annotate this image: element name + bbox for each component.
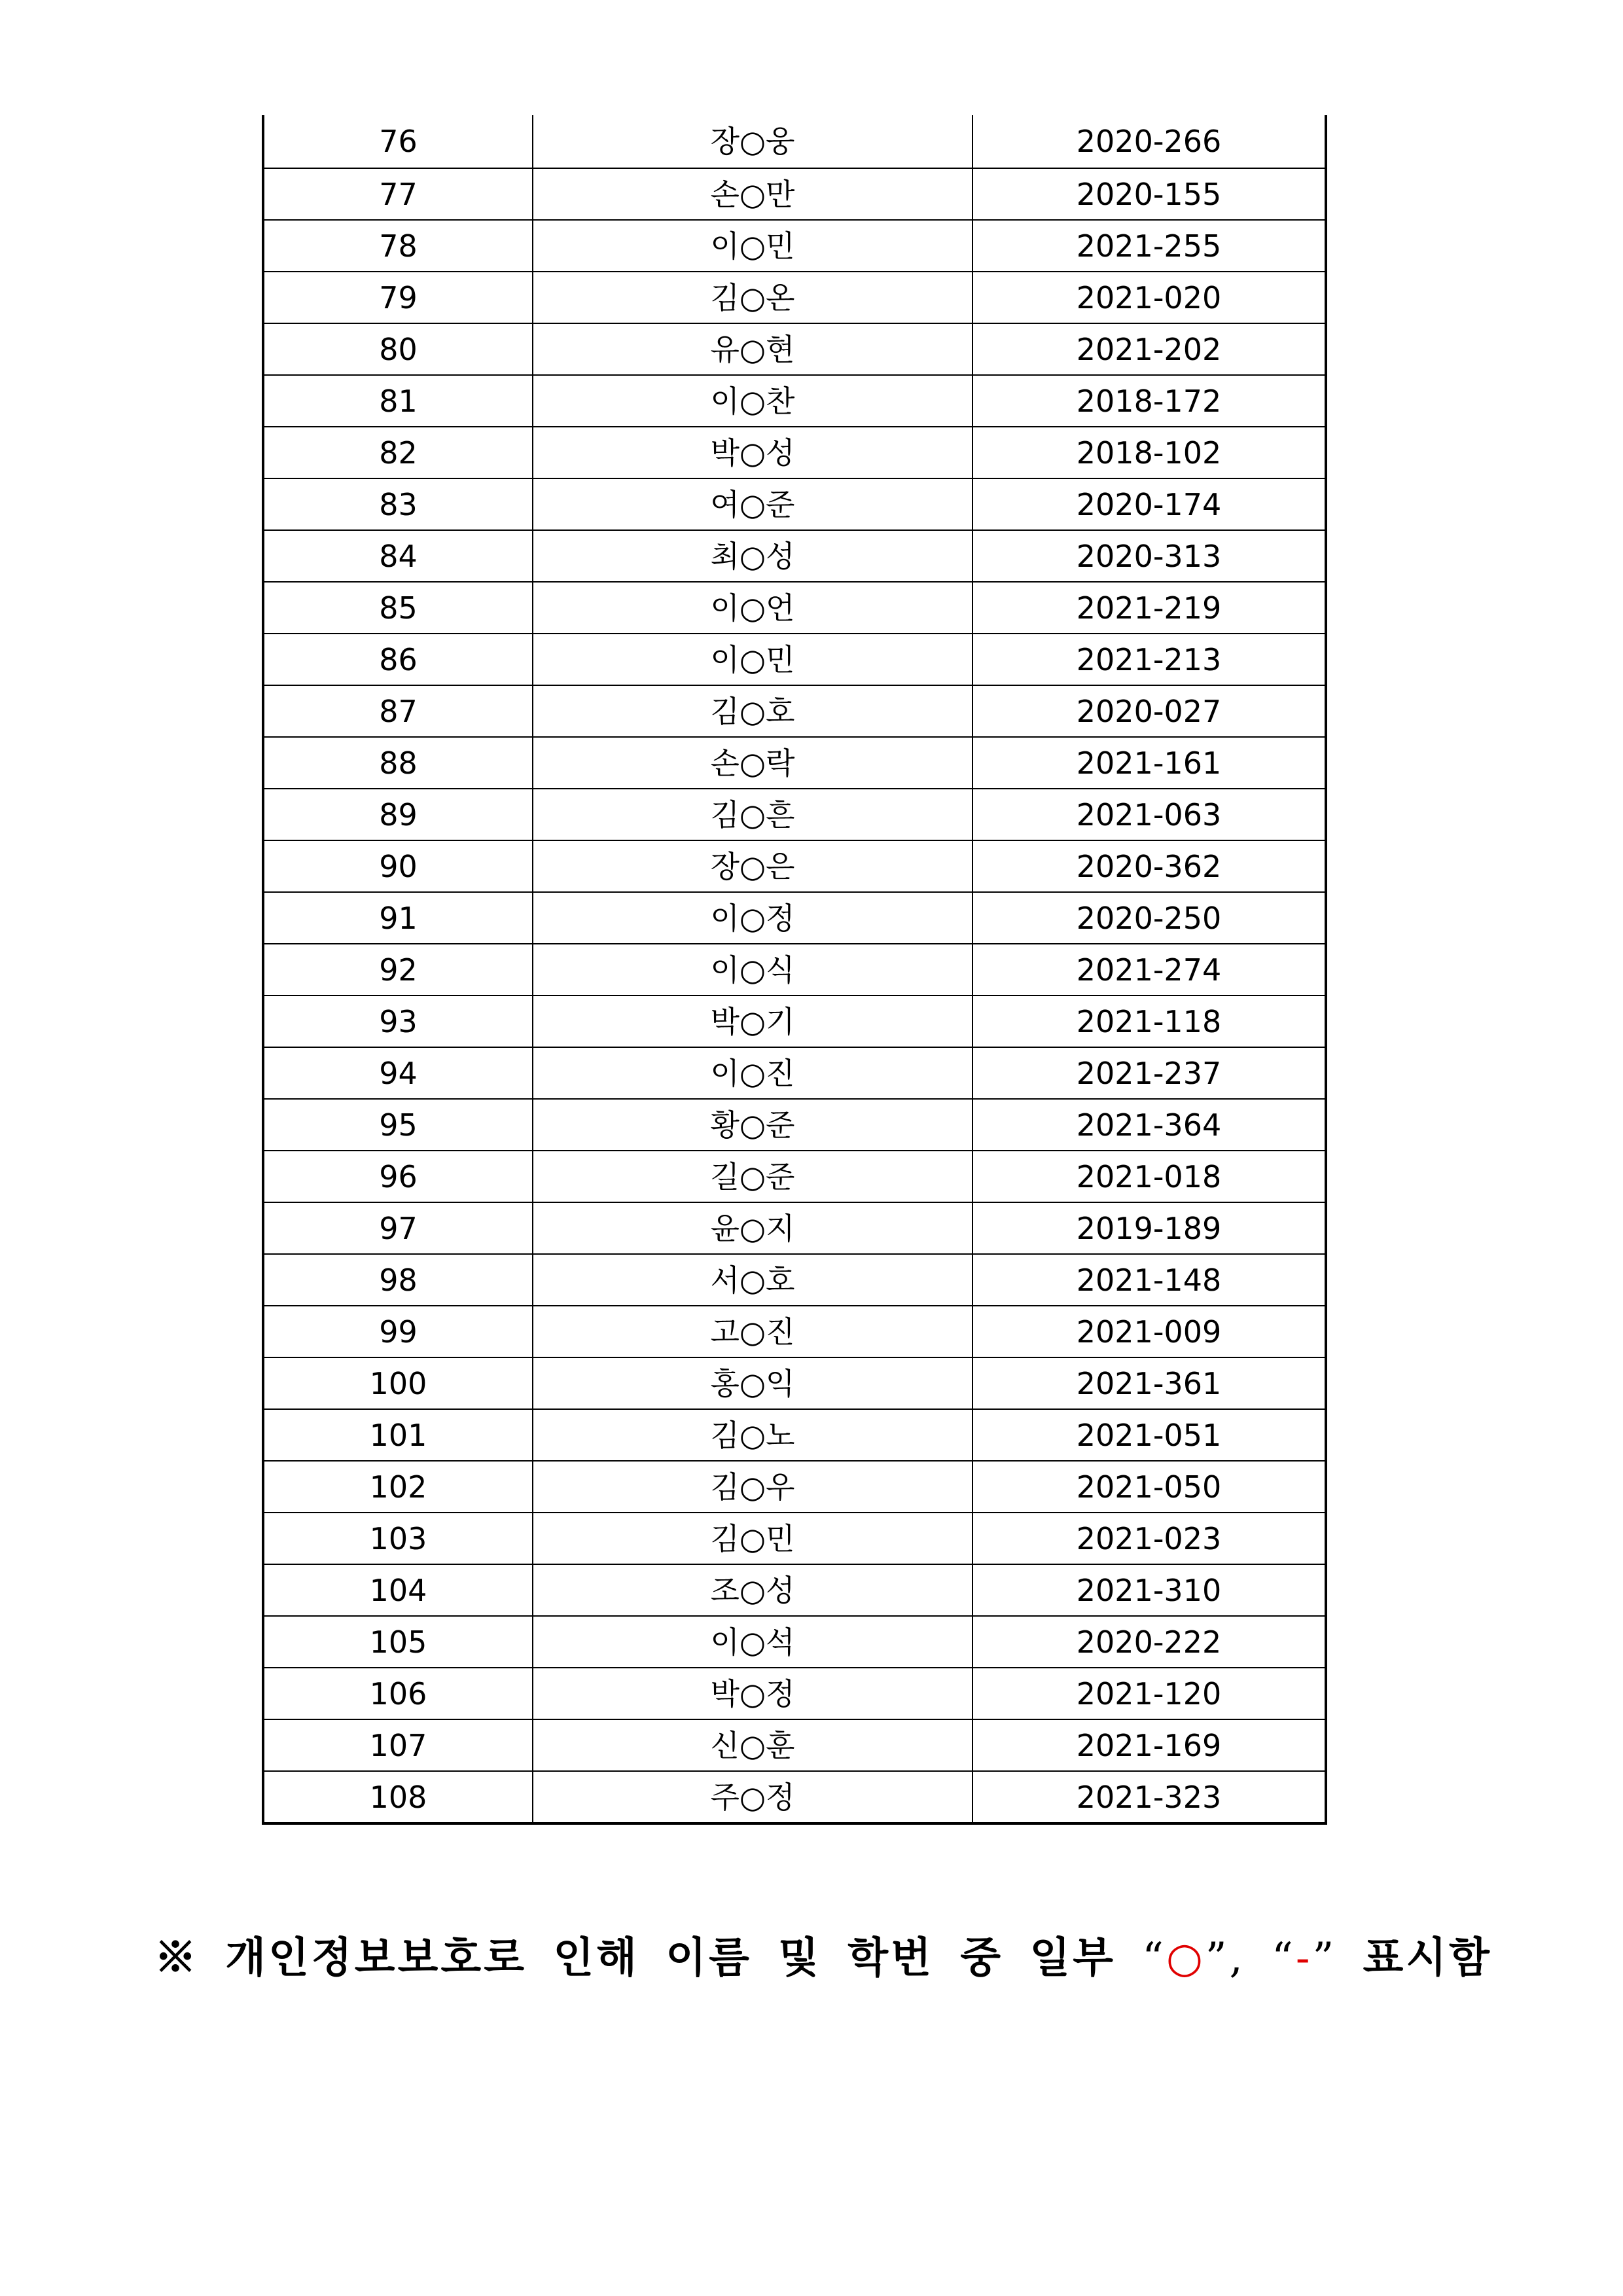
student-name: 고○진 xyxy=(533,1306,972,1357)
row-number: 80 xyxy=(263,323,533,375)
notice-suffix: 표시함 xyxy=(1363,1933,1492,1982)
student-id: 2021-323 xyxy=(1076,1779,1222,1815)
student-id: 2021-361 xyxy=(972,1357,1326,1409)
table-row xyxy=(263,375,1326,427)
student-name: 홍○익 xyxy=(533,1357,972,1409)
notice-dash-mark: - xyxy=(1295,1934,1313,1982)
student-name: 박○정 xyxy=(533,1668,972,1719)
student-id: 2021-237 xyxy=(972,1047,1326,1099)
student-id: 2021-169 xyxy=(972,1719,1326,1771)
notice-prefix: ※ 개인정보보호로 인해 이름 및 학번 중 일부 xyxy=(154,1933,1116,1982)
table-row xyxy=(263,323,1326,375)
table-row xyxy=(263,478,1326,530)
row-number: 82 xyxy=(263,427,533,478)
row-number: 108 xyxy=(263,1771,533,1823)
student-name: 주○정 xyxy=(533,1771,972,1823)
student-id: 2021-219 xyxy=(972,582,1326,634)
table-row xyxy=(263,996,1326,1047)
table-row xyxy=(263,1719,1326,1771)
row-number: 94 xyxy=(263,1047,533,1099)
student-id: 2021-023 xyxy=(972,1513,1326,1564)
table-row xyxy=(263,1616,1326,1668)
student-name: 황○준 xyxy=(533,1099,972,1151)
row-number: 99 xyxy=(263,1306,533,1357)
table-row xyxy=(263,1564,1326,1616)
table-row xyxy=(263,115,1326,168)
student-name: 김○온 xyxy=(533,272,972,323)
student-name: 박○기 xyxy=(533,996,972,1047)
table-row xyxy=(263,1771,1326,1823)
table-row xyxy=(263,1409,1326,1461)
table-row xyxy=(263,1513,1326,1564)
student-id: 2021-050 xyxy=(972,1461,1326,1513)
student-id: 2021-161 xyxy=(972,737,1326,789)
student-id: 2020-362 xyxy=(972,840,1326,892)
table-row xyxy=(263,220,1326,272)
row-number: 86 xyxy=(263,634,533,685)
table-row xyxy=(263,1357,1326,1409)
student-id: 2020-174 xyxy=(972,478,1326,530)
table-row xyxy=(263,1254,1326,1306)
privacy-notice xyxy=(154,1924,1492,1984)
row-number: 107 xyxy=(263,1719,533,1771)
table-row xyxy=(263,892,1326,944)
table-row xyxy=(263,582,1326,634)
student-name: 이○언 xyxy=(533,582,972,634)
row-number: 76 xyxy=(263,115,533,168)
student-name: 길○준 xyxy=(533,1151,972,1202)
student-name: 서○호 xyxy=(533,1254,972,1306)
student-name: 손○락 xyxy=(533,737,972,789)
student-id: 2021-063 xyxy=(972,789,1326,840)
row-number: 79 xyxy=(263,272,533,323)
student-name: 김○우 xyxy=(533,1461,972,1513)
student-name: 장○은 xyxy=(533,840,972,892)
student-id: 2021-310 xyxy=(972,1564,1326,1616)
student-id: 2021-255 xyxy=(972,220,1326,272)
row-number: 91 xyxy=(263,892,533,944)
row-number: 88 xyxy=(263,737,533,789)
row-number: 95 xyxy=(263,1099,533,1151)
student-id: 2020-222 xyxy=(972,1616,1326,1668)
table-row xyxy=(263,168,1326,220)
notice-close-quote-2: ” xyxy=(1312,1934,1337,1982)
student-id: 2021-364 xyxy=(972,1099,1326,1151)
table-row xyxy=(263,427,1326,478)
row-number: 81 xyxy=(263,375,533,427)
table-row xyxy=(263,1306,1326,1357)
row-number: 78 xyxy=(263,220,533,272)
table-row xyxy=(263,1461,1326,1513)
student-name: 최○성 xyxy=(533,530,972,582)
row-number: 106 xyxy=(263,1668,533,1719)
student-name: 김○노 xyxy=(533,1409,972,1461)
row-number: 77 xyxy=(263,168,533,220)
row-number: 103 xyxy=(263,1513,533,1564)
student-id: 2021-020 xyxy=(972,272,1326,323)
notice-circle-mark: ○ xyxy=(1166,1934,1205,1982)
table-row xyxy=(263,737,1326,789)
row-number: 96 xyxy=(263,1151,533,1202)
row-number: 98 xyxy=(263,1254,533,1306)
row-number: 97 xyxy=(263,1202,533,1254)
student-id: 2021-120 xyxy=(972,1668,1326,1719)
student-name: 여○준 xyxy=(533,478,972,530)
table-row xyxy=(263,1151,1326,1202)
table-row xyxy=(263,530,1326,582)
student-id: 2021-118 xyxy=(972,996,1326,1047)
student-name: 유○현 xyxy=(533,323,972,375)
student-id: 2021-213 xyxy=(972,634,1326,685)
student-id: 2020-027 xyxy=(972,685,1326,737)
table-row xyxy=(263,272,1326,323)
student-name: 김○흔 xyxy=(533,789,972,840)
student-name: 이○정 xyxy=(533,892,972,944)
student-id: 2018-102 xyxy=(972,427,1326,478)
notice-close-quote-1: ”, xyxy=(1205,1934,1245,1982)
student-id: 2021-274 xyxy=(972,944,1326,996)
row-number: 102 xyxy=(263,1461,533,1513)
row-number: 89 xyxy=(263,789,533,840)
table-row xyxy=(263,1202,1326,1254)
student-id: 2021-009 xyxy=(972,1306,1326,1357)
student-id: 2020-155 xyxy=(972,168,1326,220)
student-id: 2020-313 xyxy=(972,530,1326,582)
student-name: 이○진 xyxy=(533,1047,972,1099)
table-row xyxy=(263,634,1326,685)
table-row xyxy=(263,1668,1326,1719)
student-name: 이○민 xyxy=(533,220,972,272)
row-number: 85 xyxy=(263,582,533,634)
row-number: 100 xyxy=(263,1357,533,1409)
roster-table xyxy=(262,115,1327,1825)
student-name: 이○민 xyxy=(533,634,972,685)
student-id: 2021-018 xyxy=(972,1151,1326,1202)
student-name: 신○훈 xyxy=(533,1719,972,1771)
student-id: 2018-172 xyxy=(972,375,1326,427)
student-id: 2021-051 xyxy=(972,1409,1326,1461)
row-number: 90 xyxy=(263,840,533,892)
row-number: 105 xyxy=(263,1616,533,1668)
student-name: 이○석 xyxy=(533,1616,972,1668)
table-row xyxy=(263,789,1326,840)
row-number: 92 xyxy=(263,944,533,996)
student-name: 손○만 xyxy=(533,168,972,220)
row-number: 101 xyxy=(263,1409,533,1461)
table-row xyxy=(263,1099,1326,1151)
student-id: 2021-148 xyxy=(972,1254,1326,1306)
row-number: 93 xyxy=(263,996,533,1047)
notice-open-quote-2: “ xyxy=(1272,1934,1296,1982)
student-id: 2019-189 xyxy=(972,1202,1326,1254)
student-name: 조○성 xyxy=(533,1564,972,1616)
student-name: 이○찬 xyxy=(533,375,972,427)
row-number: 87 xyxy=(263,685,533,737)
student-id: 2021-202 xyxy=(972,323,1326,375)
student-name: 윤○지 xyxy=(533,1202,972,1254)
row-number: 104 xyxy=(263,1564,533,1616)
student-name: 이○식 xyxy=(533,944,972,996)
table-row xyxy=(263,685,1326,737)
student-name: 장○웅 xyxy=(533,115,972,168)
student-name: 김○호 xyxy=(533,685,972,737)
student-name: 박○성 xyxy=(533,427,972,478)
student-id: 2020-266 xyxy=(972,115,1326,168)
student-id: 2020-250 xyxy=(972,892,1326,944)
row-number: 83 xyxy=(263,478,533,530)
table-row xyxy=(263,1047,1326,1099)
notice-open-quote-1: “ xyxy=(1142,1934,1166,1982)
table-row xyxy=(263,944,1326,996)
table-row xyxy=(263,840,1326,892)
student-name: 김○민 xyxy=(533,1513,972,1564)
roster-body xyxy=(263,115,1326,1823)
row-number: 84 xyxy=(263,530,533,582)
